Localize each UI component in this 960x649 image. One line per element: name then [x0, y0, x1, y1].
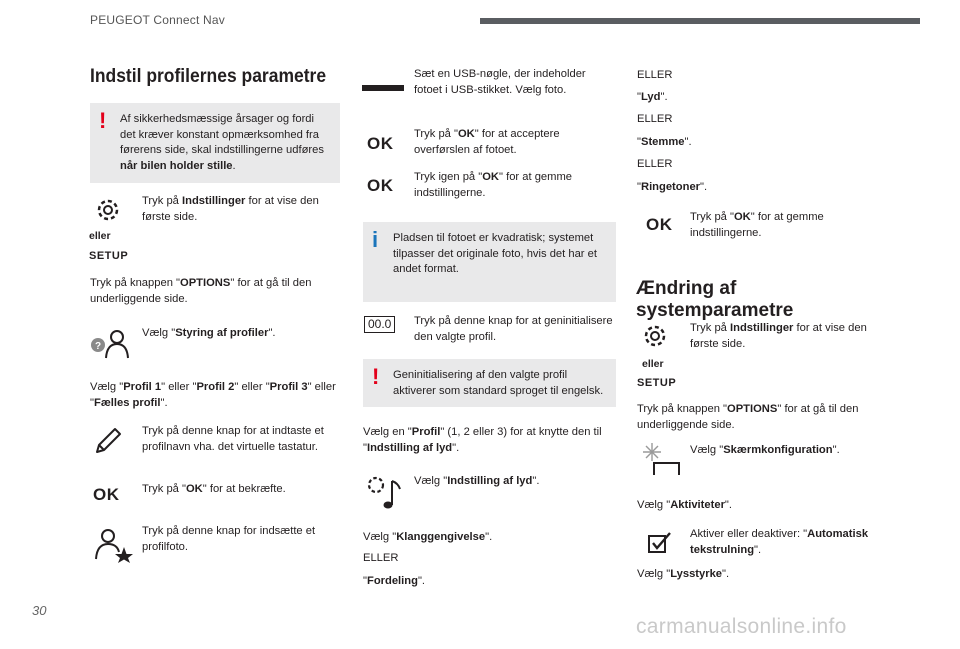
options-text: Tryk på knappen "OPTIONS" for at gå til den underliggende side. — [637, 403, 859, 431]
ok-confirm-text: Tryk på "OK" for at bekræfte. — [142, 483, 286, 495]
screen-brightness-icon — [641, 441, 683, 477]
eller-text: ELLER — [637, 69, 673, 81]
setup-label: SETUP — [637, 377, 677, 389]
header-bar — [480, 18, 920, 24]
settings-gear-icon — [641, 322, 669, 350]
settings-step-text: Tryk på Indstillinger for at vise den første side. — [690, 322, 867, 350]
eller-label: eller — [89, 230, 111, 242]
tone-text: Vælg "Klanggengivelse". — [363, 531, 493, 543]
ok-label: OK — [367, 134, 394, 153]
reset-warning-box: ! Geninitialisering af den valgte profil aktiverer som standard sproget til engelsk. — [363, 359, 616, 407]
setup-label: SETUP — [89, 250, 129, 262]
settings-step-text: Tryk på Indstillinger for at vise den første side. — [142, 195, 319, 223]
warning-box: ! Af sikkerhedsmæssige årsager og fordi det kræver konstant opmærksomhed fra førerens side, skal indstillingerne udføres når bilen holder stille. — [90, 103, 340, 183]
profile-select-text: Vælg "Profil 1" eller "Profil 2" eller "Profil 3" eller "Fælles profil". — [90, 381, 336, 409]
profile-photo-icon — [90, 527, 134, 563]
reset-counter-icon: 00.0 — [364, 316, 395, 333]
eller-label: eller — [642, 358, 664, 370]
watermark: carmanualsonline.info — [636, 615, 847, 638]
sound-step-text: Vælg "Indstilling af lyd". — [414, 475, 540, 487]
ok-save-text: Tryk igen på "OK" for at gemme indstillingerne. — [414, 171, 573, 199]
edit-step-text: Tryk på denne knap for at indtaste et profilnavn vha. det virtuelle tastatur. — [142, 425, 324, 453]
ringetoner-text: "Ringetoner". — [637, 181, 708, 193]
photo-step-text: Tryk på denne knap for indsætte et profilfoto. — [142, 525, 316, 553]
lyd-text: "Lyd". — [637, 91, 668, 103]
info-box: i Pladsen til fotoet er kvadratisk; systemet tilpasser det originale foto, hvis det har et andet format. — [363, 222, 616, 302]
warning-icon: ! — [99, 108, 107, 133]
usb-step-text: Sæt en USB-nøgle, der indeholder fotoet i USB-stikket. Vælg foto. — [414, 68, 586, 96]
settings-gear-icon — [94, 196, 122, 224]
profiles-step-text: Vælg "Styring af profiler". — [142, 327, 276, 339]
info-icon: i — [372, 227, 379, 252]
ok-save-text: Tryk på "OK" for at gemme indstillingerne. — [690, 211, 824, 239]
ok-label: OK — [646, 215, 673, 234]
screen-config-text: Vælg "Skærmkonfiguration". — [690, 444, 840, 456]
autoscroll-text: Aktiver eller deaktiver: "Automatisk tekstrulning". — [690, 528, 869, 556]
eller-text: ELLER — [363, 552, 399, 564]
pencil-icon — [93, 426, 123, 456]
warning-icon: ! — [372, 364, 380, 389]
profile-manage-icon — [88, 328, 130, 360]
fordeling-text: "Fordeling". — [363, 575, 426, 587]
activities-text: Vælg "Aktiviteter". — [637, 499, 733, 511]
section-title-system: Ændring af systemparametre — [636, 278, 794, 321]
ok-accept-text: Tryk på "OK" for at acceptere overførslen af fotoet. — [414, 128, 560, 156]
ok-label: OK — [367, 176, 394, 195]
usb-slot-icon — [362, 85, 404, 91]
profile-link-text: Vælg en "Profil" (1, 2 eller 3) for at knytte den til "Indstilling af lyd". — [363, 426, 602, 454]
section-title-profiles: Indstil profilernes parametre — [90, 66, 327, 87]
ok-label: OK — [93, 485, 120, 504]
checkbox-icon — [647, 530, 673, 554]
brightness-text: Vælg "Lysstyrke". — [637, 568, 730, 580]
options-text: Tryk på knappen "OPTIONS" for at gå til den underliggende side. — [90, 277, 312, 305]
page-number: 30 — [32, 603, 47, 618]
stemme-text: "Stemme". — [637, 136, 692, 148]
svg-text:?: ? — [94, 341, 102, 352]
eller-text: ELLER — [637, 113, 673, 125]
sound-settings-icon — [364, 475, 404, 511]
reset-step-text: Tryk på denne knap for at geninitialisere den valgte profil. — [414, 315, 613, 343]
header-title: PEUGEOT Connect Nav — [90, 13, 225, 27]
eller-text: ELLER — [637, 158, 673, 170]
